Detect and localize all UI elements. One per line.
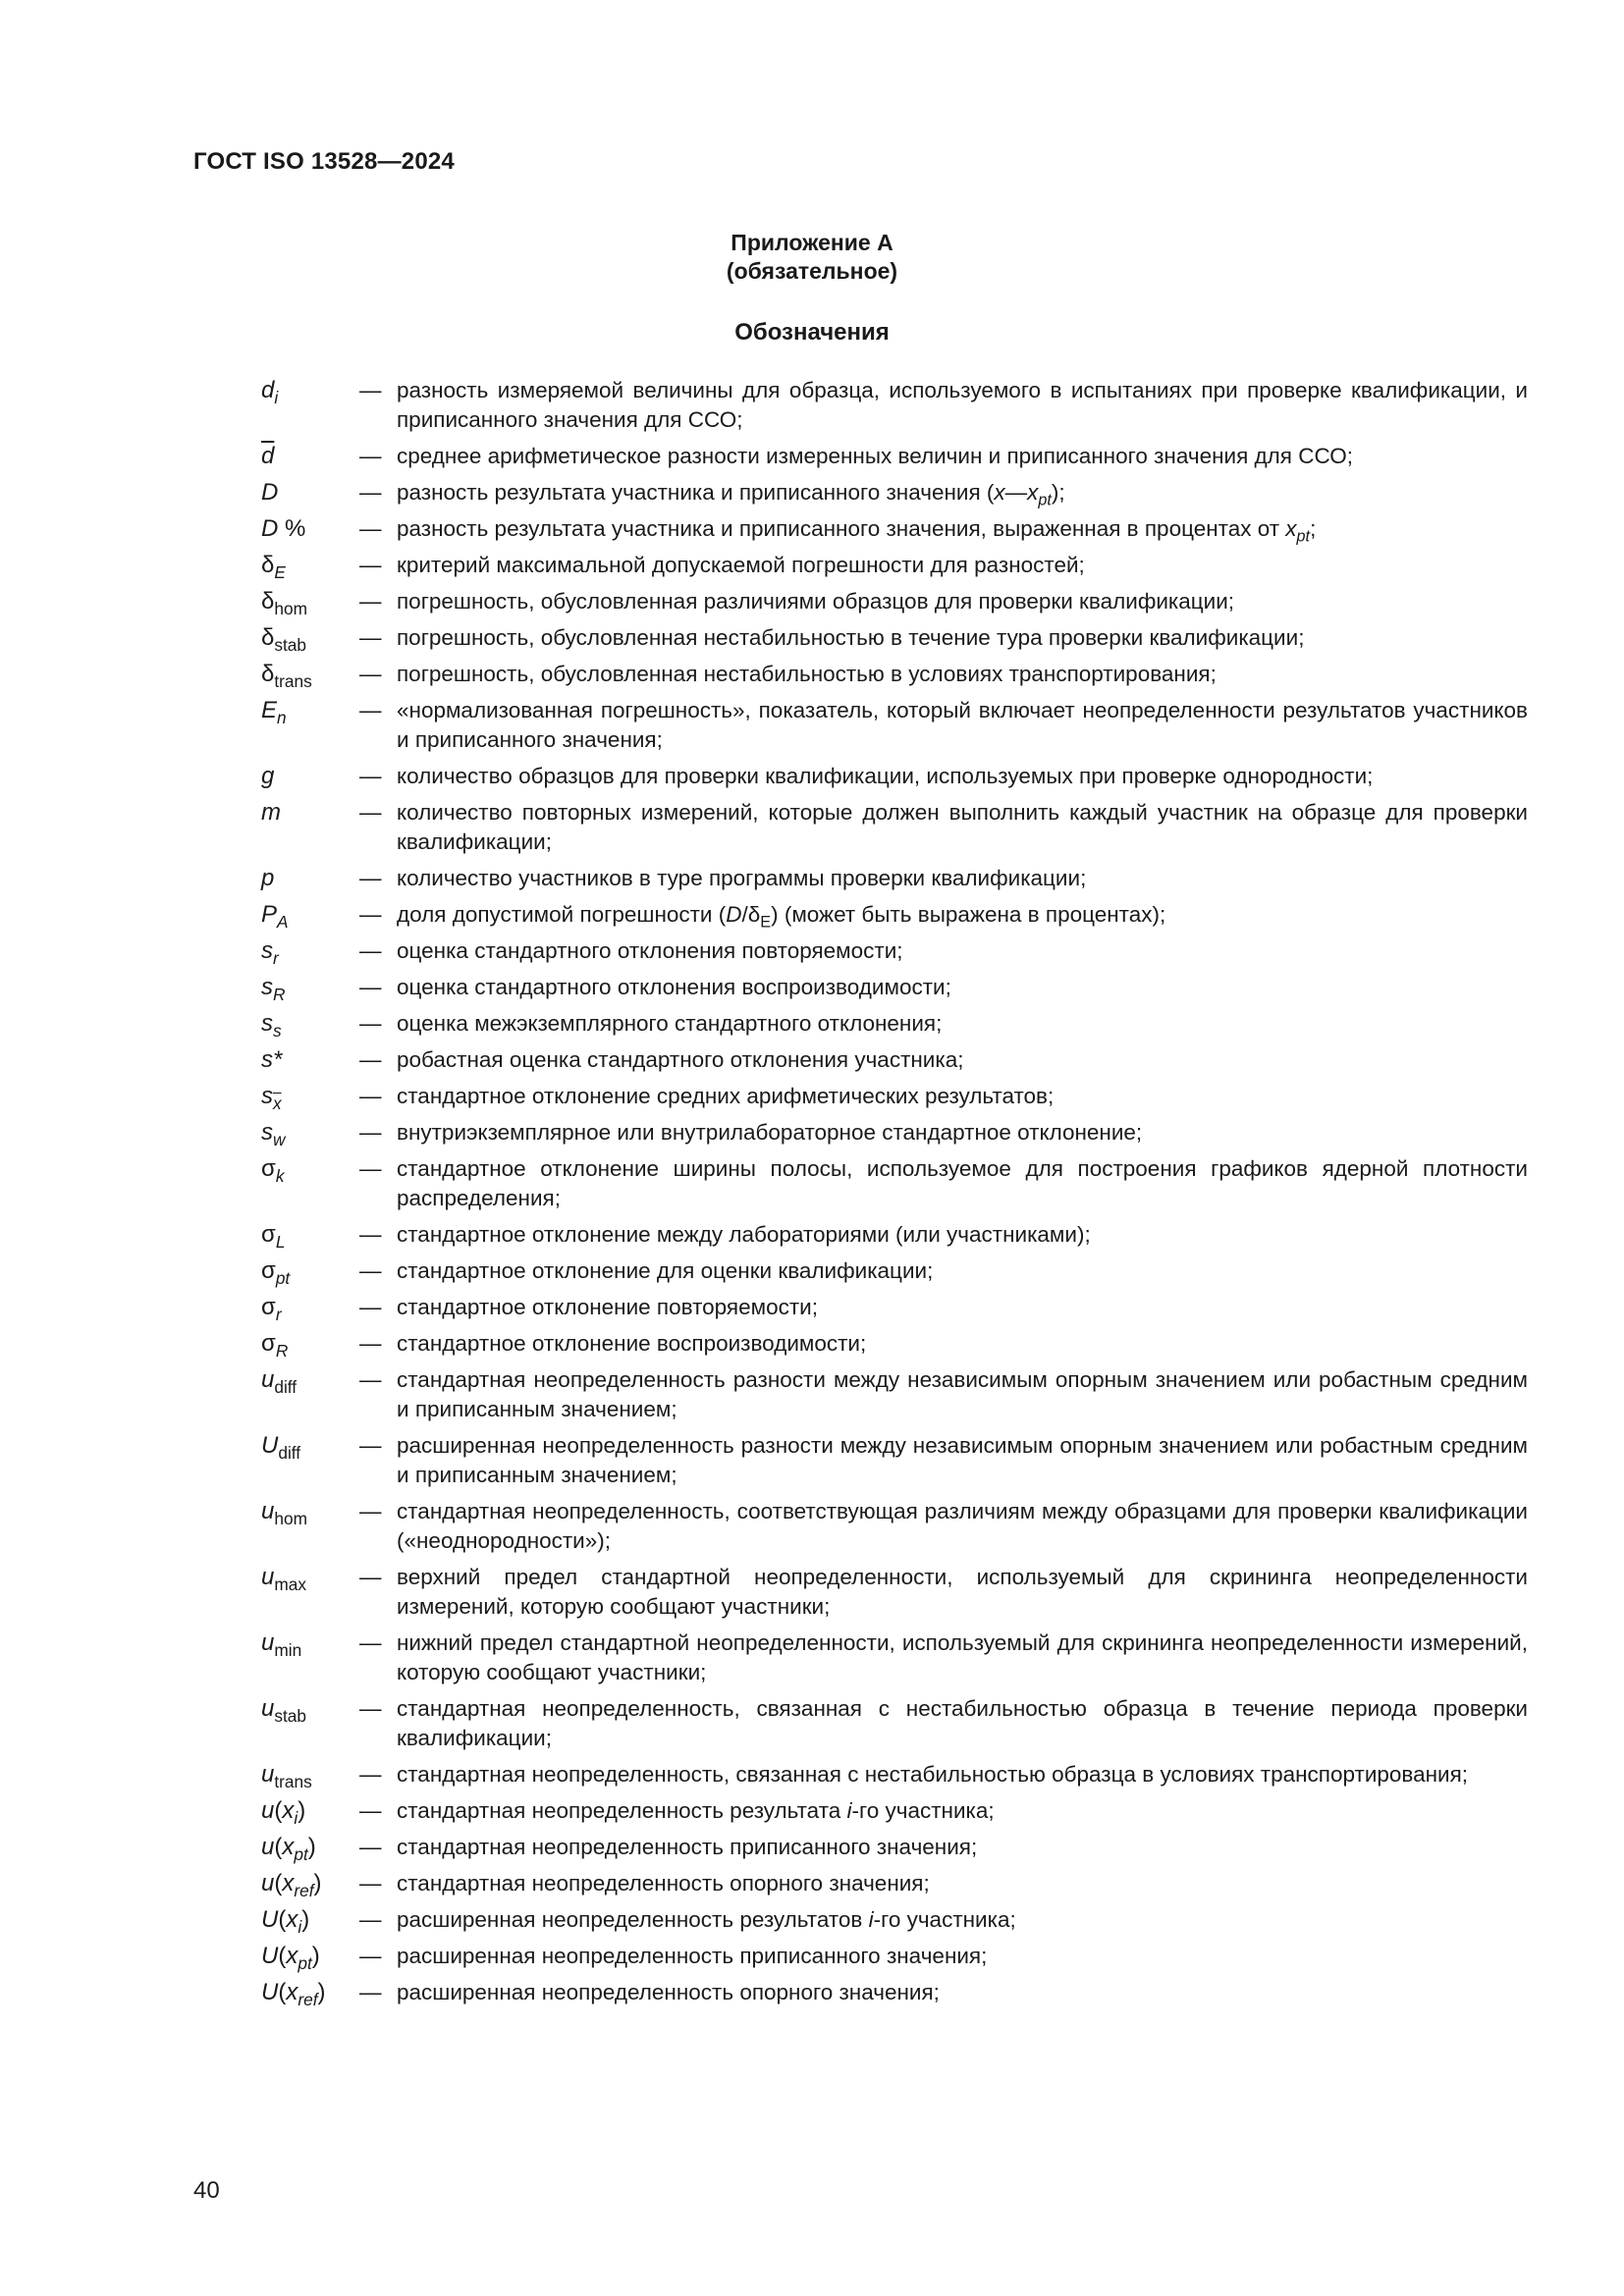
definition-text: расширенная неопределенность приписанного значения;	[397, 1944, 988, 1968]
definition-row	[261, 696, 1528, 755]
annex-title: Приложение А	[731, 230, 893, 255]
definition-dash: —	[359, 1798, 382, 1823]
annex-status: (обязательное)	[726, 258, 898, 284]
definition-dash: —	[359, 662, 382, 686]
definition-symbol: $s_s$	[261, 1010, 282, 1041]
definition-text: доля допустимой погрешности $(D/\delta_E)$ (может быть выражена в процентах);	[397, 902, 1166, 932]
definition-symbol: $u(x_{ref})$	[261, 1870, 322, 1901]
definition-row	[261, 623, 1528, 656]
definition-row	[261, 1760, 1528, 1792]
definition-text: расширенная неопределенность результатов i-го участника;	[397, 1907, 1016, 1932]
definition-text: робастная оценка стандартного отклонения участника;	[397, 1047, 964, 1072]
definition-row	[261, 514, 1528, 544]
definition-text: стандартная неопределенность приписанного значения;	[397, 1835, 978, 1859]
definition-dash: —	[359, 938, 382, 963]
definition-text: верхний предел стандартной неопределенности, используемый для скрининга неопределенности измерений, которую сообщают участники;	[397, 1565, 1528, 1619]
definition-symbol: $U(x_{pt})$	[261, 1943, 320, 1974]
definition-dash: —	[359, 1367, 382, 1392]
definition-text: погрешность, обусловленная нестабильностью в течение тура проверки квалификации;	[397, 625, 1305, 650]
definition-symbol: $s_R$	[261, 974, 286, 1005]
definition-symbol: $\delta_{hom}$	[261, 588, 307, 619]
definition-dash: —	[359, 1047, 382, 1072]
definition-text: расширенная неопределенность разности между независимым опорным значением или робастным средним и приписанным значением;	[397, 1433, 1528, 1487]
definition-symbol: $\sigma_{pt}$	[261, 1257, 291, 1289]
definition-text: количество повторных измерений, которые должен выполнить каждый участник на образце для проверки квалификации;	[397, 800, 1528, 854]
definition-row	[261, 1082, 1528, 1114]
definition-dash: —	[359, 1295, 382, 1319]
section-title: Обозначения	[734, 319, 890, 346]
document-code-header: ГОСТ ISO 13528—2024	[193, 148, 455, 175]
definition-text: оценка стандартного отклонения повторяемости;	[397, 938, 903, 963]
definition-symbol: $d_i$	[261, 377, 279, 408]
definition-text: стандартная неопределенность результата i-го участника;	[397, 1798, 995, 1823]
definition-row	[261, 1118, 1528, 1148]
annex-heading	[0, 229, 1624, 286]
definition-text: стандартное отклонение повторяемости;	[397, 1295, 818, 1319]
definition-dash: —	[359, 1156, 382, 1181]
definition-dash: —	[359, 1630, 382, 1655]
definition-text: стандартная неопределенность разности между независимым опорным значением или робастным средним и приписанным значением;	[397, 1367, 1528, 1421]
definition-symbol: $\sigma_L$	[261, 1221, 286, 1253]
definition-text: стандартное отклонение для оценки квалификации;	[397, 1258, 934, 1283]
definition-row	[261, 1497, 1528, 1556]
definition-dash: —	[359, 1433, 382, 1458]
definition-symbol: $u_{diff}$	[261, 1366, 298, 1398]
definition-dash: —	[359, 589, 382, 614]
definition-dash: —	[359, 553, 382, 577]
definition-dash: —	[359, 378, 382, 402]
definition-symbol: $E_n$	[261, 697, 287, 728]
definition-dash: —	[359, 1980, 382, 2004]
definition-symbol: m	[261, 799, 281, 826]
definition-dash: —	[359, 444, 382, 468]
definition-symbol: $\sigma_r$	[261, 1294, 282, 1325]
definition-text: погрешность, обусловленная различиями образцов для проверки квалификации;	[397, 589, 1235, 614]
definition-text: стандартная неопределенность, связанная с нестабильностью образца в условиях транспортирования;	[397, 1762, 1469, 1787]
definition-text: разность результата участника и приписанного значения $(x—x_{pt})$;	[397, 480, 1065, 509]
definition-text: стандартная неопределенность опорного значения;	[397, 1871, 930, 1896]
definition-dash: —	[359, 1871, 382, 1896]
definition-text: «нормализованная погрешность», показатель, который включает неопределенности результатов участников и приписанного значения;	[397, 698, 1528, 752]
definition-text: стандартное отклонение ширины полосы, используемое для построения графиков ядерной плотности распределения;	[397, 1156, 1528, 1210]
definition-dash: —	[359, 764, 382, 788]
definition-symbol: $u_{stab}$	[261, 1695, 306, 1727]
definition-dash: —	[359, 1944, 382, 1968]
definition-row	[261, 1045, 1528, 1075]
definition-row	[261, 376, 1528, 435]
definition-symbol: $\sigma_k$	[261, 1155, 285, 1187]
definition-text: критерий максимальной допускаемой погрешности для разностей;	[397, 553, 1085, 577]
definition-dash: —	[359, 1565, 382, 1589]
definition-symbol: p	[261, 865, 275, 891]
definition-symbol: $s_{\overline{x}}$	[261, 1083, 282, 1114]
definition-dash: —	[359, 1011, 382, 1036]
definition-text: количество участников в туре программы проверки квалификации;	[397, 866, 1087, 890]
definition-row	[261, 973, 1528, 1005]
definition-symbol: $s_w$	[261, 1119, 286, 1150]
definition-dash: —	[359, 1222, 382, 1247]
definition-text: стандартное отклонение воспроизводимости;	[397, 1331, 867, 1356]
definition-row	[261, 1293, 1528, 1325]
definition-symbol: $U(x_{ref})$	[261, 1979, 326, 2010]
definition-dash: —	[359, 1696, 382, 1721]
definition-symbol: $u(x_i)$	[261, 1797, 306, 1829]
definition-row	[261, 1563, 1528, 1622]
definition-row	[261, 1431, 1528, 1490]
definition-dash: —	[359, 975, 382, 999]
definition-text: стандартное отклонение между лабораториями (или участниками);	[397, 1222, 1091, 1247]
definition-dash: —	[359, 800, 382, 825]
definition-row	[261, 587, 1528, 619]
definition-symbol: $U_{diff}$	[261, 1432, 301, 1464]
definition-symbol: $s_r$	[261, 937, 279, 969]
definition-text: стандартная неопределенность, связанная с нестабильностью образца в течение периода проверки квалификации;	[397, 1696, 1528, 1750]
definition-symbol: $\delta_{stab}$	[261, 624, 306, 656]
definition-row	[261, 1154, 1528, 1213]
definition-symbol: $P_A$	[261, 901, 289, 933]
definition-symbol: $U(x_i)$	[261, 1906, 310, 1938]
definition-symbol: $u_{trans}$	[261, 1761, 312, 1792]
definition-row	[261, 798, 1528, 857]
page-number: 40	[193, 2177, 220, 2204]
definition-text: оценка стандартного отклонения воспроизводимости;	[397, 975, 951, 999]
definition-dash: —	[359, 1331, 382, 1356]
definition-row	[261, 864, 1528, 893]
definition-symbol: $\sigma_R$	[261, 1330, 289, 1362]
definition-text: количество образцов для проверки квалификации, используемых при проверке однородности;	[397, 764, 1374, 788]
definition-row	[261, 1942, 1528, 1974]
definition-row	[261, 1978, 1528, 2010]
definition-symbol: s*	[261, 1046, 283, 1073]
definition-dash: —	[359, 625, 382, 650]
definition-symbol: $u_{max}$	[261, 1564, 306, 1595]
definition-symbol: $\delta_E$	[261, 552, 286, 583]
definition-text: внутриэкземплярное или внутрилабораторное стандартное отклонение;	[397, 1120, 1143, 1145]
definition-row	[261, 478, 1528, 507]
definition-row	[261, 660, 1528, 692]
definition-row	[261, 1009, 1528, 1039]
definition-dash: —	[359, 1258, 382, 1283]
definition-symbol: $\overline{d}$	[261, 443, 275, 469]
definition-symbol: D	[261, 479, 279, 506]
definition-row	[261, 1365, 1528, 1424]
definition-text: оценка межэкземплярного стандартного отклонения;	[397, 1011, 943, 1036]
definition-row	[261, 442, 1528, 471]
definition-row	[261, 551, 1528, 583]
definition-text: стандартная неопределенность, соответствующая различиям между образцами для проверки квалификации («неоднородности»);	[397, 1499, 1528, 1553]
definition-row	[261, 1220, 1528, 1253]
definition-dash: —	[359, 866, 382, 890]
definition-dash: —	[359, 698, 382, 722]
definition-symbol: g	[261, 763, 275, 789]
definition-text: погрешность, обусловленная нестабильностью в условиях транспортирования;	[397, 662, 1217, 686]
definition-text: разность измеряемой величины для образца, используемого в испытаниях при проверке квалификации, и приписанного значения для ССО;	[397, 378, 1528, 432]
definition-text: среднее арифметическое разности измеренных величин и приписанного значения для ССО;	[397, 444, 1353, 468]
definition-dash: —	[359, 1907, 382, 1932]
definition-text: нижний предел стандартной неопределенности, используемый для скрининга неопределенности измерений, которую сообщают участники;	[397, 1630, 1528, 1684]
definition-row	[261, 1796, 1528, 1829]
definition-row	[261, 1694, 1528, 1753]
definition-symbol: $u_{hom}$	[261, 1498, 307, 1529]
definition-row	[261, 1256, 1528, 1289]
definition-text: стандартное отклонение средних арифметических результатов;	[397, 1084, 1055, 1108]
definition-row	[261, 762, 1528, 791]
definition-row	[261, 1869, 1528, 1901]
definition-symbol: $u(x_{pt})$	[261, 1834, 316, 1865]
definition-row	[261, 936, 1528, 969]
definition-dash: —	[359, 902, 382, 927]
definition-row	[261, 1329, 1528, 1362]
definition-dash: —	[359, 1084, 382, 1108]
definition-symbol: D %	[261, 515, 306, 542]
definition-dash: —	[359, 516, 382, 541]
definition-dash: —	[359, 1762, 382, 1787]
definition-symbol: $\delta_{trans}$	[261, 661, 312, 692]
definitions-list	[261, 376, 1528, 2014]
definition-row	[261, 900, 1528, 933]
definition-dash: —	[359, 1835, 382, 1859]
definition-text: расширенная неопределенность опорного значения;	[397, 1980, 940, 2004]
definition-symbol: $u_{min}$	[261, 1629, 302, 1661]
definition-row	[261, 1905, 1528, 1938]
definition-row	[261, 1629, 1528, 1687]
definition-dash: —	[359, 480, 382, 505]
definition-dash: —	[359, 1120, 382, 1145]
definition-text: разность результата участника и приписанного значения, выраженная в процентах от $x_{pt}$;	[397, 516, 1317, 546]
definition-row	[261, 1833, 1528, 1865]
definition-dash: —	[359, 1499, 382, 1523]
